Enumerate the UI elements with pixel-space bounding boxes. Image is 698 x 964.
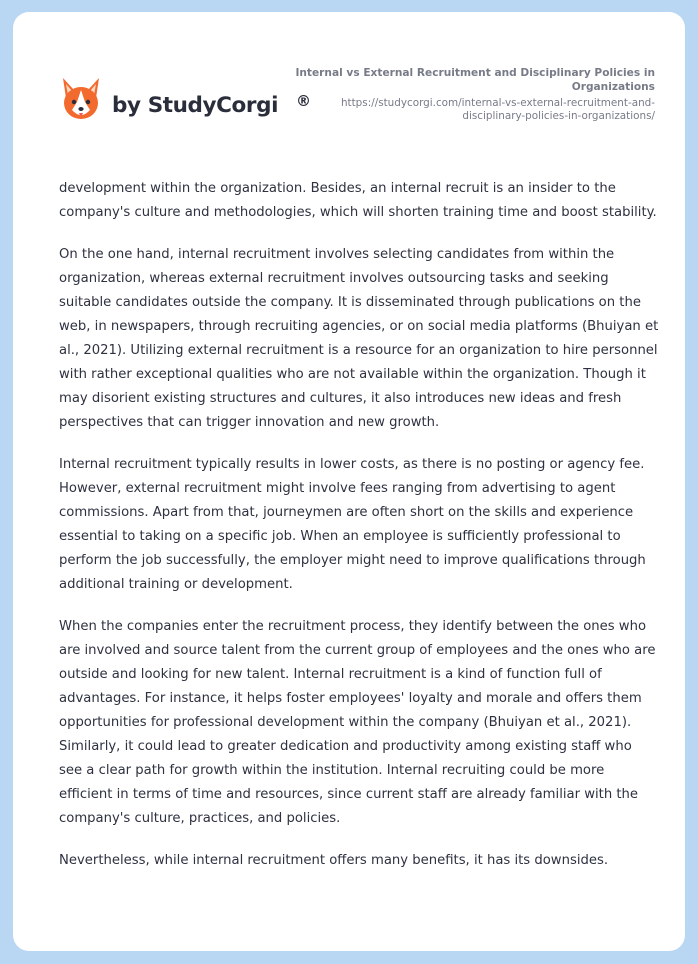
brand-name: by StudyCorgi <box>112 92 279 118</box>
paragraph: Internal recruitment typically results in lower costs, as there is no posting or agency fee. However, external recruitment might involve fees ranging from advertising to agent commissions. Apart from that, journeymen are often short on the skills and experience essential to taking on a specific job. When an employee is sufficiently professional to perform the job successfully, the employer might need to improve qualifications through additional training or development. <box>59 457 646 592</box>
studycorgi-logo[interactable] <box>60 76 311 122</box>
document-info <box>295 66 655 123</box>
document-body <box>59 177 659 891</box>
registered-mark: ® <box>296 92 311 110</box>
corgi-logo-icon <box>60 76 102 122</box>
document-url[interactable]: https://studycorgi.com/internal-vs-external-recruitment-and-disciplinary-policies-in-organizations/ <box>340 97 655 122</box>
paragraph: development within the organization. Besides, an internal recruit is an insider to the company's culture and methodologies, which will shorten training time and boost stability. <box>59 181 657 220</box>
paragraph: Nevertheless, while internal recruitment offers many benefits, it has its downsides. <box>59 853 609 868</box>
document-title: Internal vs External Recruitment and Disciplinary Policies in Organizations <box>295 67 655 93</box>
paragraph: When the companies enter the recruitment process, they identify between the ones who are involved and source talent from the current group of employees and the ones who are outside and looking for new talent. Internal recruitment is a kind of function full of advantages. For instance, it helps foster employees' loyalty and morale and offers them opportunities for professional development within the company (Bhuiyan et al., 2021). Similarly, it could lead to greater dedication and productivity among existing staff who see a clear path for growth within the institution. Internal recruiting could be more efficient in terms of time and resources, since current staff are already familiar with the company's culture, practices, and policies. <box>59 619 656 826</box>
document-page <box>13 12 685 951</box>
paragraph: On the one hand, internal recruitment involves selecting candidates from within the organization, whereas external recruitment involves outsourcing tasks and seeking suitable candidates outside the company. It is disseminated through publications on the web, in newspapers, through recruiting agencies, or on social media platforms (Bhuiyan et al., 2021). Utilizing external recruitment is a resource for an organization to hire personnel with rather exceptional qualities who are not available within the organization. Though it may disorient existing structures and cultures, it also introduces new ideas and fresh perspectives that can trigger innovation and new growth. <box>59 247 659 430</box>
